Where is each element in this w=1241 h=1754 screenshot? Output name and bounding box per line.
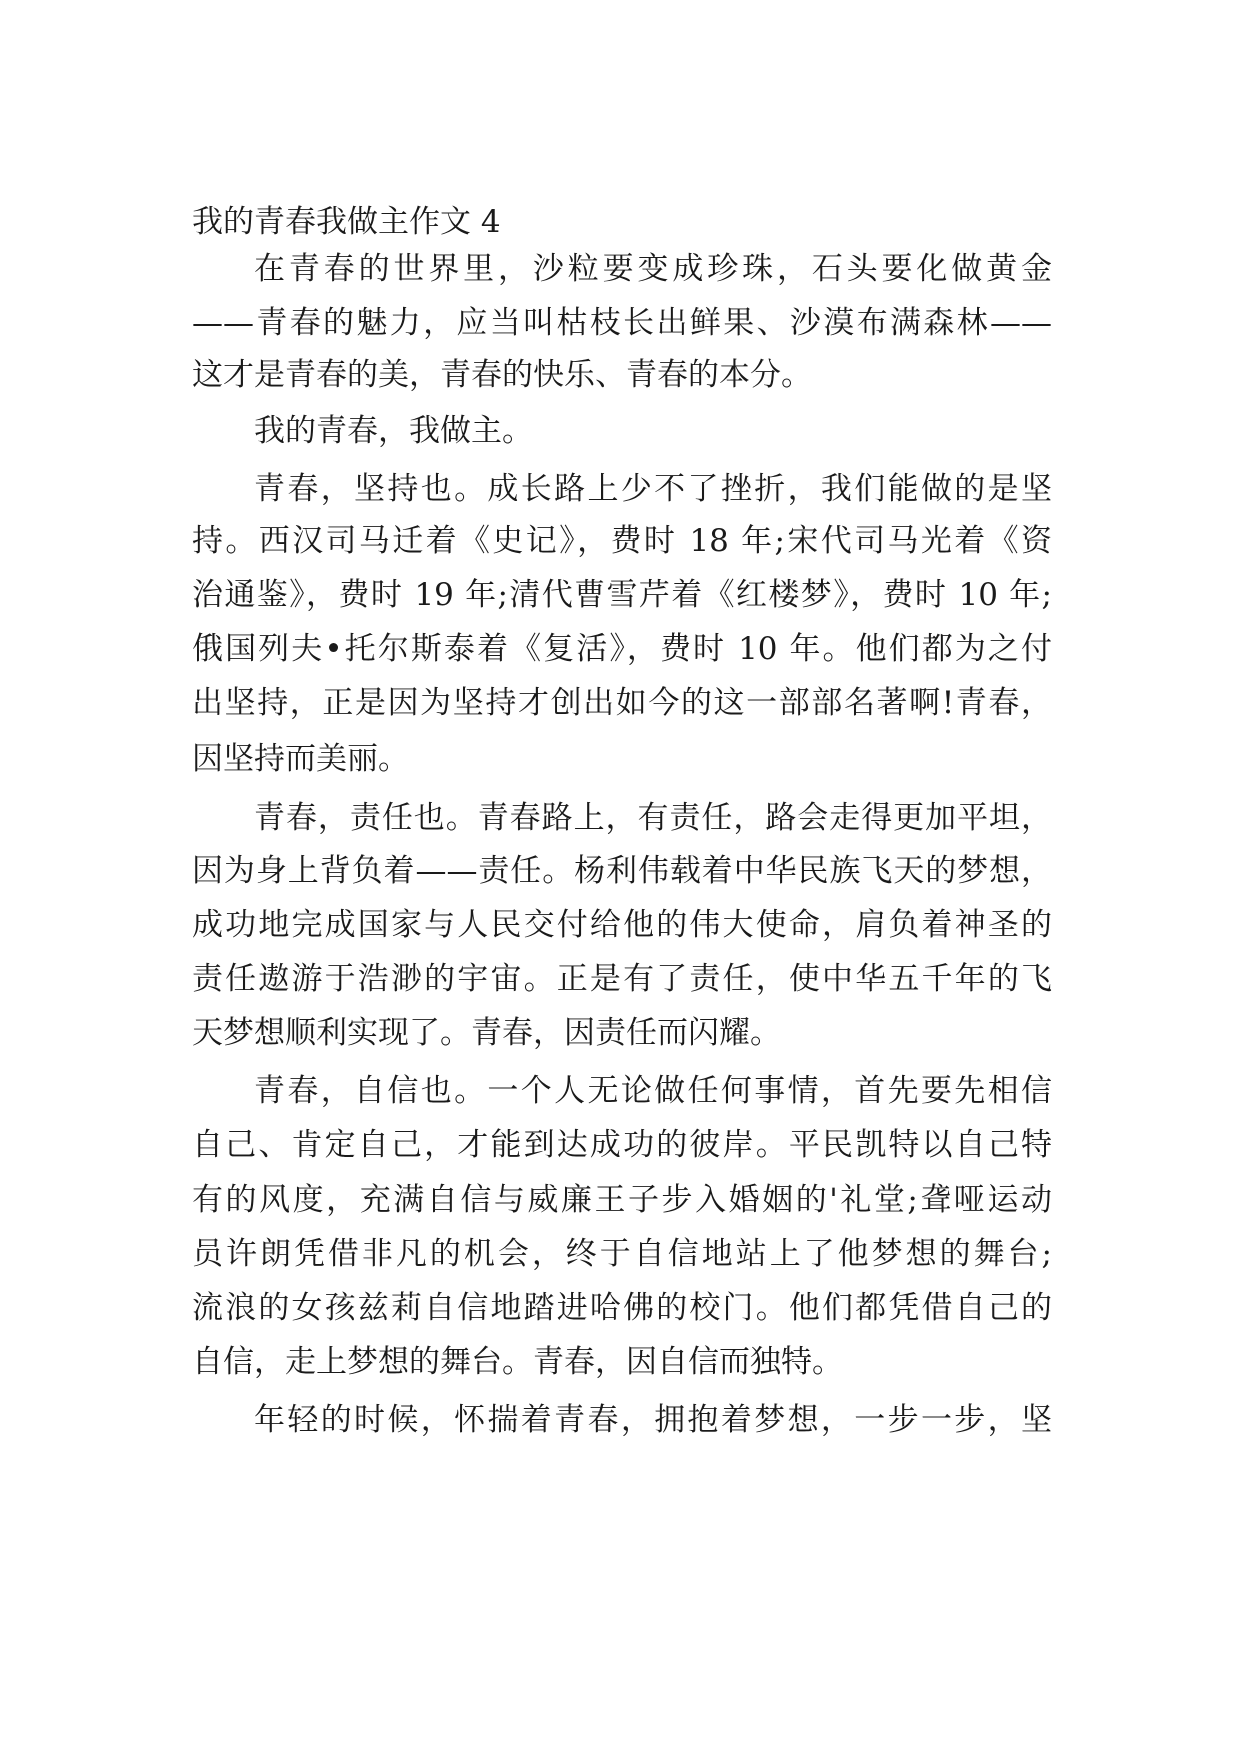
text-line: 因为身上背负着——责任。杨利伟载着中华民族飞天的梦想，: [192, 853, 1052, 889]
text-line: 持。西汉司马迁着《史记》，费时 18 年;宋代司马光着《资: [192, 523, 1052, 559]
text-line: 自信，走上梦想的舞台。青春，因自信而独特。: [192, 1344, 843, 1380]
text-line: 天梦想顺利实现了。青春，因责任而闪耀。: [192, 1015, 781, 1051]
text-line: 年轻的时候，怀揣着青春，拥抱着梦想，一步一步，坚: [254, 1402, 1052, 1438]
text-line: 在青春的世界里，沙粒要变成珍珠，石头要化做黄金: [254, 251, 1052, 287]
text-line: 责任遨游于浩渺的宇宙。正是有了责任，使中华五千年的飞: [192, 961, 1052, 997]
text-line: 我的青春，我做主。: [254, 413, 533, 449]
text-line: 青春，坚持也。成长路上少不了挫折，我们能做的是坚: [254, 471, 1052, 507]
text-line: 自己、肯定自己，才能到达成功的彼岸。平民凯特以自己特: [192, 1127, 1052, 1163]
text-line: 出坚持，正是因为坚持才创出如今的这一部部名著啊!青春，: [192, 685, 1052, 721]
text-line: 员许朗凭借非凡的机会，终于自信地站上了他梦想的舞台;: [192, 1236, 1052, 1272]
text-line: 有的风度，充满自信与威廉王子步入婚姻的'礼堂;聋哑运动: [192, 1182, 1052, 1218]
text-line: 因坚持而美丽。: [192, 741, 409, 777]
document-title: 我的青春我做主作文 4: [192, 204, 501, 240]
text-line: 这才是青春的美，青春的快乐、青春的本分。: [192, 357, 812, 393]
text-line: 成功地完成国家与人民交付给他的伟大使命，肩负着神圣的: [192, 907, 1052, 943]
text-line: 治通鉴》，费时 19 年;清代曹雪芹着《红楼梦》，费时 10 年;: [192, 577, 1052, 613]
text-line: 流浪的女孩兹莉自信地踏进哈佛的校门。他们都凭借自己的: [192, 1290, 1052, 1326]
text-line: ——青春的魅力，应当叫枯枝长出鲜果、沙漠布满森林——: [192, 305, 1052, 341]
text-line: 青春，责任也。青春路上，有责任，路会走得更加平坦，: [254, 800, 1052, 836]
text-line: 青春，自信也。一个人无论做任何事情，首先要先相信: [254, 1073, 1052, 1109]
text-line: 俄国列夫•托尔斯泰着《复活》，费时 10 年。他们都为之付: [192, 631, 1052, 667]
